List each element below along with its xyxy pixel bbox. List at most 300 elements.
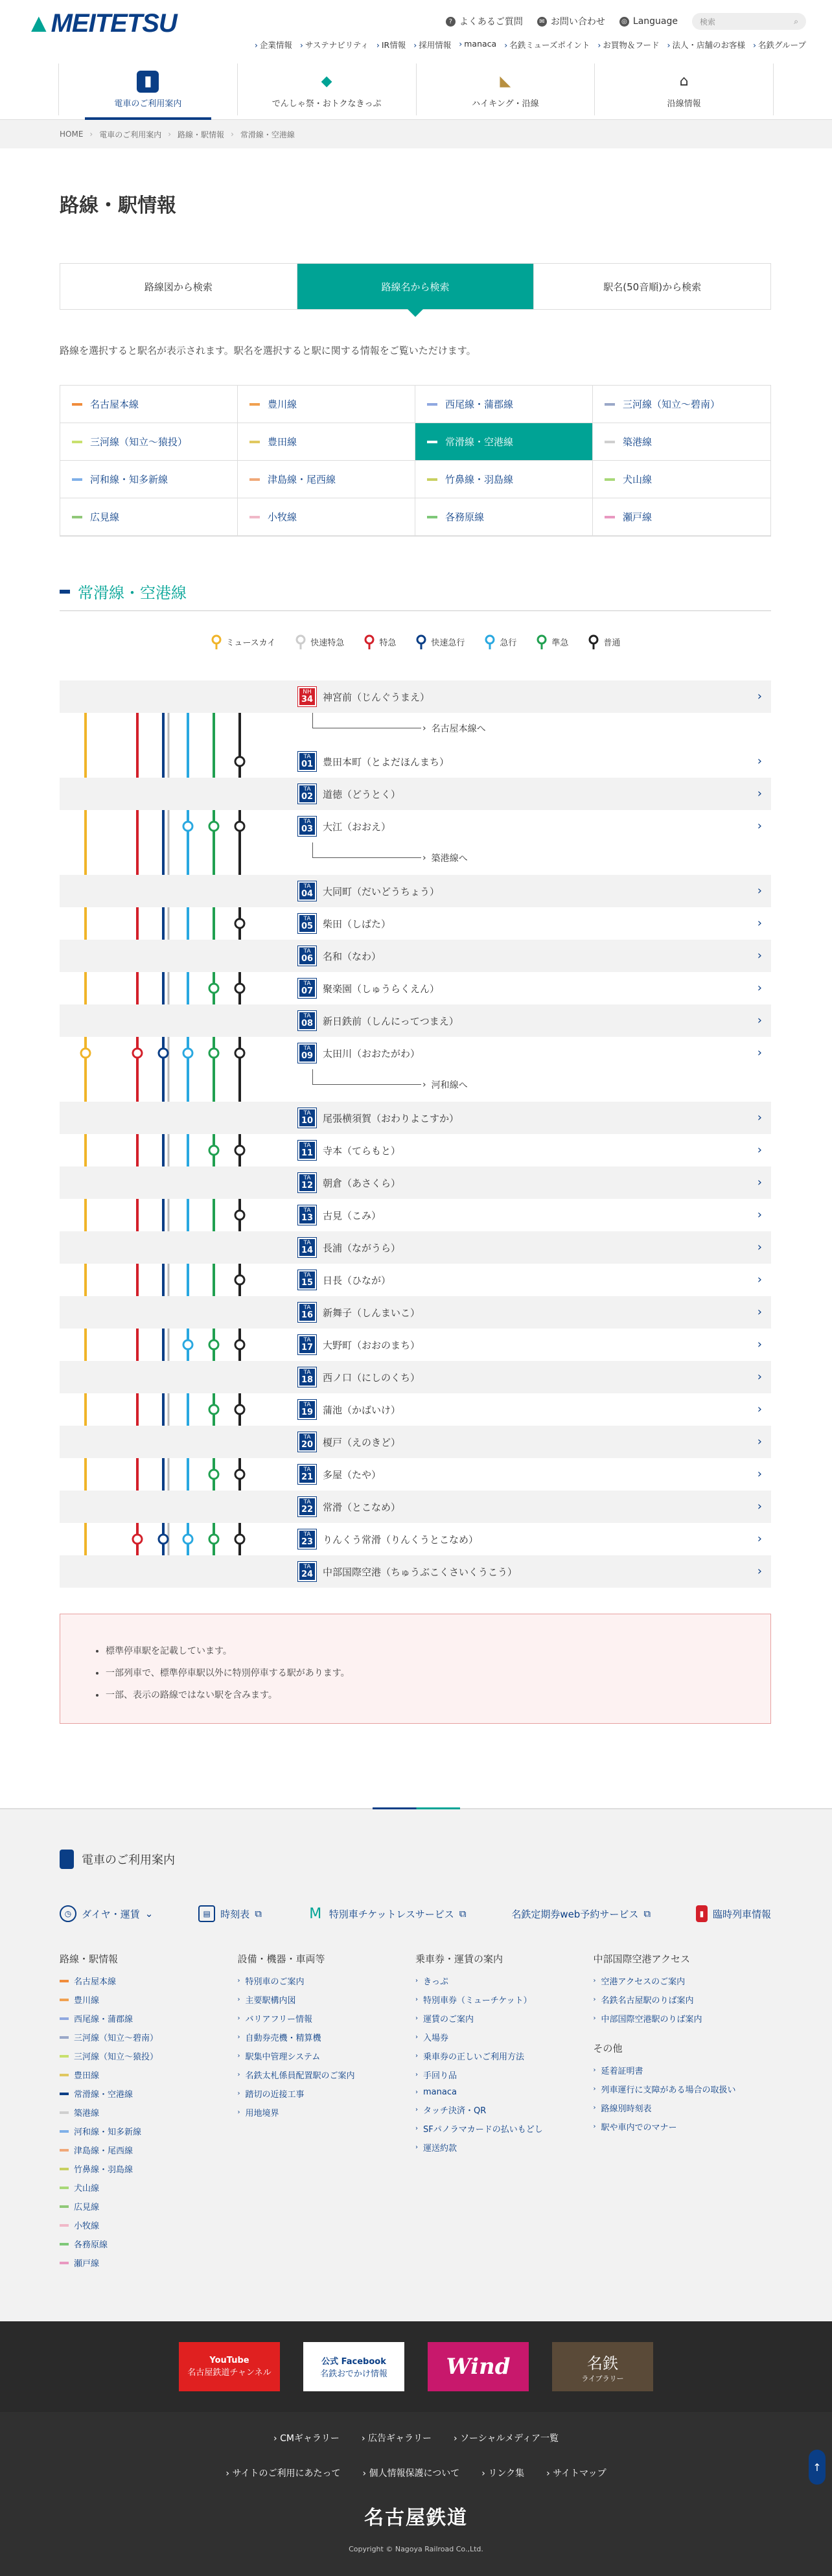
line-item[interactable]: [238, 461, 415, 498]
station-row[interactable]: [60, 1329, 771, 1361]
station-line-code: TA: [303, 786, 311, 793]
tab-line-name[interactable]: 路線名から検索: [297, 264, 535, 309]
search-icon[interactable]: ⌕: [794, 16, 798, 26]
station-label: [298, 972, 439, 1004]
footer-link[interactable]: [594, 2012, 772, 2025]
footer-col-airport: [594, 1952, 772, 2275]
legend-label: 急行: [500, 638, 517, 648]
line-name: 河和線・知多新線: [90, 474, 168, 485]
chevron-right-icon: ›: [237, 2034, 240, 2041]
footer-quick-links: [60, 1905, 771, 1922]
station-name: りんくう常滑（りんくうとこなめ）: [323, 1533, 479, 1546]
line-name: 犬山線: [623, 474, 653, 485]
line-color-swatch: [605, 478, 615, 481]
chevron-right-icon[interactable]: ›: [757, 1143, 762, 1157]
station-row[interactable]: [60, 1037, 771, 1069]
quick-ticketless[interactable]: M 特別車チケットレスサービス ⧉: [307, 1905, 467, 1922]
line-color-swatch: [60, 2262, 69, 2264]
footer-link[interactable]: [415, 1975, 594, 1987]
globe-icon: ◎: [619, 17, 629, 27]
footer-col-title: 乗車券・運賃の案内: [415, 1953, 503, 1965]
chevron-right-icon[interactable]: ›: [757, 1014, 762, 1027]
station-name: 蒲池（かばいけ）: [323, 1404, 401, 1416]
gnav-link[interactable]: [376, 39, 406, 51]
footer-link[interactable]: [60, 1975, 238, 1987]
footer-link-label: 西尾線・蒲郡線: [74, 2015, 133, 2025]
language-link[interactable]: ◎ Language: [619, 16, 678, 27]
footer-link[interactable]: [415, 2141, 594, 2153]
station-row[interactable]: [60, 1523, 771, 1555]
chevron-right-icon: ›: [299, 40, 303, 50]
footer-link[interactable]: [594, 2083, 772, 2095]
line-item[interactable]: [593, 386, 770, 423]
chevron-right-icon: ›: [413, 40, 417, 50]
station-row[interactable]: [60, 680, 771, 713]
station-line-code: TA: [303, 1531, 311, 1538]
tab-map[interactable]: 路線図から検索: [60, 264, 297, 309]
station-row[interactable]: [60, 1458, 771, 1491]
chevron-right-icon: ›: [237, 1977, 240, 1984]
line-color-swatch: [60, 2036, 69, 2039]
breadcrumb-train[interactable]: 電車のご利用案内: [99, 130, 162, 139]
transfer-row[interactable]: [60, 1069, 771, 1102]
station-row[interactable]: [60, 1296, 771, 1329]
footer-link-label: 名古屋本線: [74, 1977, 117, 1987]
chevron-right-icon[interactable]: ›: [757, 1046, 762, 1060]
station-label: [298, 1199, 381, 1231]
station-label: [298, 907, 391, 940]
stop-pin-icon: [588, 634, 599, 649]
train-icon: ▮: [137, 71, 159, 93]
station-number: 01: [301, 760, 314, 769]
station-line-code: TA: [303, 1175, 311, 1181]
station-row[interactable]: [60, 1199, 771, 1231]
quick-timetable[interactable]: ▤ 時刻表 ⧉: [198, 1905, 262, 1922]
footer-link-label: 豊田線: [74, 2071, 100, 2081]
footer-link[interactable]: [238, 1975, 416, 1987]
chevron-right-icon[interactable]: ›: [757, 916, 762, 930]
station-number-badge: [298, 914, 316, 933]
line-color-swatch: [72, 516, 82, 518]
sub-footer-label: 個人情報保護について: [369, 2468, 460, 2479]
chevron-right-icon[interactable]: ›: [757, 819, 762, 833]
site-header: [0, 0, 832, 120]
chevron-right-icon[interactable]: ›: [757, 1111, 762, 1124]
station-row[interactable]: [60, 1426, 771, 1458]
breadcrumb-home[interactable]: HOME: [60, 130, 84, 139]
chevron-right-icon: ›: [415, 2144, 418, 2151]
chevron-right-icon: ›: [593, 2015, 596, 2022]
library-banner[interactable]: 名鉄 ライブラリー: [552, 2342, 653, 2391]
footer-link[interactable]: [60, 2125, 238, 2137]
transfer-label: 築港線へ: [431, 853, 468, 864]
station-name: 古見（こみ）: [323, 1209, 382, 1222]
footer-link[interactable]: [238, 2106, 416, 2118]
gnav-link[interactable]: [255, 39, 292, 51]
station-row[interactable]: [60, 778, 771, 810]
site-logo[interactable]: ▲MEITETSU: [26, 9, 177, 38]
chevron-right-icon: ›: [752, 40, 756, 50]
station-row[interactable]: [60, 940, 771, 972]
station-number: 15: [301, 1278, 314, 1288]
station-number: 06: [301, 954, 314, 964]
footer-link[interactable]: [60, 1993, 238, 2006]
legend-item: [588, 634, 620, 649]
chevron-right-icon: ›: [422, 723, 426, 734]
footer-link[interactable]: [238, 2087, 416, 2100]
footer-link[interactable]: [594, 1993, 772, 2006]
legend-label: 準急: [551, 638, 569, 648]
line-item[interactable]: [238, 498, 415, 536]
wind-banner[interactable]: Wind: [428, 2342, 529, 2391]
station-row[interactable]: [60, 1555, 771, 1588]
footer-link-label: 常滑線・空港線: [74, 2090, 133, 2100]
chevron-right-icon[interactable]: ›: [757, 1564, 762, 1578]
footer-link-label: 運送約款: [423, 2144, 457, 2153]
gnav-link[interactable]: [504, 39, 590, 51]
footer-link[interactable]: [415, 2087, 594, 2097]
station-label: [298, 875, 439, 907]
footer-link-label: 乗車券の正しいご利用方法: [423, 2052, 525, 2062]
footer-link[interactable]: [60, 2087, 238, 2100]
station-line-code: TA: [303, 1207, 311, 1214]
station-row[interactable]: [60, 875, 771, 907]
chevron-right-icon[interactable]: ›: [757, 1435, 762, 1448]
station-line-code: TA: [303, 754, 311, 760]
station-row[interactable]: [60, 1393, 771, 1426]
mainnav-area[interactable]: ⌂ 沿線情報: [594, 64, 774, 115]
station-row[interactable]: [60, 1102, 771, 1134]
mainnav-tickets[interactable]: ◆ でんしゃ祭・おトクなきっぷ: [237, 64, 416, 115]
line-item[interactable]: [415, 423, 593, 461]
chevron-right-icon[interactable]: ›: [757, 1273, 762, 1286]
station-label: [298, 1134, 400, 1166]
footer-link[interactable]: [415, 2122, 594, 2135]
station-number-badge: [298, 1432, 316, 1452]
chevron-right-icon[interactable]: ›: [757, 1467, 762, 1481]
line-name: 各務原線: [445, 511, 485, 523]
line-color-swatch: [427, 478, 437, 481]
gnav-label: 採用情報: [419, 40, 452, 50]
station-name: 朝倉（あさくら）: [323, 1177, 401, 1189]
line-item[interactable]: [238, 423, 415, 461]
line-color-swatch: [605, 516, 615, 518]
station-number-badge: [298, 752, 316, 771]
chevron-right-icon[interactable]: ›: [757, 1176, 762, 1189]
footer-link[interactable]: [60, 2257, 238, 2269]
station-row[interactable]: [60, 1264, 771, 1296]
sub-footer-link[interactable]: › ソーシャルメディア一覧: [454, 2433, 559, 2444]
footer-link[interactable]: [60, 2031, 238, 2043]
station-number: 17: [301, 1343, 314, 1352]
station-number: 05: [301, 922, 314, 931]
line-item[interactable]: [415, 386, 593, 423]
station-name: 太田川（おおたがわ）: [323, 1047, 421, 1060]
note-item: • 一部列車で、標準停車駅以外に特別停車する駅があります。: [106, 1666, 738, 1679]
station-name: 聚楽園（しゅうらくえん）: [323, 982, 440, 995]
stop-pin-icon: [536, 634, 548, 649]
quick-special-train[interactable]: ▮ 臨時列車情報: [696, 1905, 771, 1922]
line-item[interactable]: [593, 461, 770, 498]
line-grid: [60, 385, 771, 537]
sub-footer-link[interactable]: › 広告ギャラリー: [361, 2433, 432, 2444]
footer-link[interactable]: [60, 2238, 238, 2250]
sub-footer-link[interactable]: › 個人情報保護について: [362, 2468, 460, 2479]
footer-link-label: 特別車券（ミューチケット）: [423, 1996, 532, 2006]
train-type-legend: [60, 634, 771, 649]
chevron-right-icon[interactable]: ›: [757, 1500, 762, 1513]
castle-icon: ⌂: [679, 73, 689, 89]
footer-link-label: きっぷ: [423, 1977, 449, 1987]
chevron-right-icon[interactable]: ›: [757, 949, 762, 962]
station-line-code: TA: [303, 1045, 311, 1052]
legend-item: [211, 634, 276, 649]
station-row[interactable]: [60, 1361, 771, 1393]
station-name: 柴田（しばた）: [323, 918, 391, 930]
station-label: [298, 1523, 478, 1555]
line-color-swatch: [60, 1980, 69, 1982]
station-number-badge: [298, 1141, 316, 1160]
sub-footer-label: CMギャラリー: [280, 2433, 340, 2444]
transfer-link[interactable]: [422, 1077, 468, 1093]
stop-pin-icon: [364, 634, 375, 649]
station-line-code: TA: [303, 981, 311, 987]
station-label: [298, 810, 391, 842]
station-label: [298, 680, 430, 713]
station-label: [298, 1037, 420, 1069]
line-item[interactable]: [415, 498, 593, 536]
station-label: [298, 1555, 517, 1588]
stop-pin-icon: [211, 634, 222, 649]
footer-link[interactable]: [594, 2064, 772, 2076]
sub-footer-link[interactable]: › CMギャラリー: [273, 2433, 340, 2444]
chevron-right-icon[interactable]: ›: [757, 1208, 762, 1222]
legend-label: 快速特急: [310, 638, 345, 648]
footer-link[interactable]: [60, 2219, 238, 2231]
chevron-right-icon[interactable]: ›: [757, 690, 762, 703]
station-row[interactable]: [60, 1231, 771, 1264]
station-name: 名和（なわ）: [323, 950, 382, 962]
footer-link[interactable]: [238, 2031, 416, 2043]
gnav-link[interactable]: [413, 39, 451, 51]
footer-link-label: 犬山線: [74, 2184, 100, 2194]
sub-footer: [0, 2412, 832, 2576]
line-color-swatch: [60, 2093, 69, 2095]
footer-heading: 電車のご利用案内: [60, 1850, 175, 1869]
station-row[interactable]: [60, 1491, 771, 1523]
chevron-right-icon[interactable]: ›: [757, 1338, 762, 1351]
facebook-banner[interactable]: 公式 Facebook 名鉄おでかけ情報: [303, 2342, 404, 2391]
footer-link[interactable]: [594, 2102, 772, 2114]
chevron-right-icon[interactable]: ›: [757, 1370, 762, 1384]
station-number: 09: [301, 1051, 314, 1061]
station-name: 豊田本町（とよだほんまち）: [323, 756, 450, 768]
line-item[interactable]: [60, 386, 238, 423]
sub-footer-label: ソーシャルメディア一覧: [460, 2433, 559, 2444]
transfer-row[interactable]: [60, 713, 771, 745]
chevron-right-icon[interactable]: ›: [757, 884, 762, 898]
gnav-label: 名鉄ミューズポイント: [509, 40, 590, 50]
station-name: 大同町（だいどうちょう）: [323, 885, 440, 898]
gnav-link[interactable]: [597, 39, 659, 51]
chevron-right-icon: ›: [415, 2015, 418, 2022]
line-name: 常滑線・空港線: [445, 436, 514, 448]
footer-link[interactable]: [60, 2012, 238, 2025]
line-item[interactable]: [60, 423, 238, 461]
chevron-right-icon[interactable]: ›: [757, 1402, 762, 1416]
faq-link[interactable]: ? よくあるご質問: [446, 15, 523, 28]
station-name: 大江（おおえ）: [323, 820, 391, 833]
station-label: [298, 1264, 391, 1296]
line-color-swatch: [427, 441, 437, 443]
footer-col-tickets: [415, 1952, 594, 2275]
chevron-right-icon[interactable]: ›: [757, 1305, 762, 1319]
chevron-right-icon: ›: [237, 2052, 240, 2060]
station-row[interactable]: [60, 1166, 771, 1199]
line-color-swatch: [427, 403, 437, 406]
line-item[interactable]: [415, 461, 593, 498]
line-color-swatch: [60, 2168, 69, 2170]
footer-link[interactable]: [415, 2104, 594, 2116]
transfer-link[interactable]: [422, 721, 486, 736]
chevron-right-icon[interactable]: ›: [757, 754, 762, 768]
chevron-down-icon: ⌄: [144, 1908, 154, 1920]
footer-link[interactable]: [415, 2012, 594, 2025]
sub-footer-link[interactable]: › リンク集: [481, 2468, 525, 2479]
station-name: 道徳（どうとく）: [323, 788, 401, 800]
footer-link[interactable]: [60, 2200, 238, 2212]
chevron-right-icon: ›: [593, 2123, 596, 2130]
chevron-right-icon[interactable]: ›: [757, 1240, 762, 1254]
station-number-badge: [298, 1173, 316, 1192]
chevron-right-icon: ›: [667, 40, 671, 50]
line-name: 三河線（知立〜碧南）: [623, 399, 721, 410]
gnav-link[interactable]: [753, 39, 806, 51]
station-number: 16: [301, 1310, 314, 1320]
station-row[interactable]: [60, 1134, 771, 1166]
footer-link[interactable]: [415, 2031, 594, 2043]
line-item[interactable]: [593, 423, 770, 461]
footer-link[interactable]: [60, 2163, 238, 2175]
chevron-right-icon[interactable]: ›: [757, 787, 762, 800]
back-to-top-button[interactable]: [809, 2450, 826, 2485]
station-row[interactable]: [60, 907, 771, 940]
chevron-right-icon: ›: [415, 2089, 418, 2096]
station-line-code: TA: [303, 1305, 311, 1311]
mainnav-train[interactable]: ▮ 電車のご利用案内: [58, 64, 237, 115]
station-number-badge: [298, 817, 316, 836]
quick-timetable-fare[interactable]: ◷ ダイヤ・運賃 ⌄: [60, 1905, 153, 1922]
station-label: [298, 1329, 420, 1361]
page-title: 路線・駅情報: [60, 194, 176, 217]
line-item[interactable]: [238, 386, 415, 423]
footer-link[interactable]: [415, 2069, 594, 2081]
chevron-right-icon: ›: [593, 2085, 596, 2093]
footer-link-label: 三河線（知立〜碧南）: [74, 2034, 159, 2043]
search-input[interactable]: 検索 ⌕: [692, 13, 806, 30]
chevron-right-icon: ›: [415, 2034, 418, 2041]
line-color-swatch: [249, 403, 260, 406]
quick-pass[interactable]: 名鉄定期券web予約サービス ⧉: [511, 1908, 651, 1920]
footer-col-facilities: [238, 1952, 416, 2275]
footer-link-label: 運賃のご案内: [423, 2015, 474, 2025]
transfer-link[interactable]: [422, 850, 468, 866]
chevron-right-icon: ›: [237, 2109, 240, 2116]
footer-link-label: manaca: [423, 2087, 457, 2097]
footer-link-label: 列車運行に支障がある場合の取扱い: [601, 2085, 736, 2095]
gnav-link[interactable]: [667, 39, 745, 51]
footer-link-label: 手回り品: [423, 2071, 457, 2081]
footer-link[interactable]: [60, 2069, 238, 2081]
station-row[interactable]: [60, 1004, 771, 1037]
transfer-row[interactable]: [60, 842, 771, 875]
legend-item: [536, 634, 568, 649]
footer-link[interactable]: [594, 1975, 772, 1987]
station-row[interactable]: [60, 810, 771, 842]
line-color-swatch: [605, 441, 615, 443]
footer-link[interactable]: [60, 2144, 238, 2156]
station-name: 大野町（おおのまち）: [323, 1339, 421, 1351]
line-item[interactable]: [593, 498, 770, 536]
station-row[interactable]: [60, 972, 771, 1004]
sub-footer-link[interactable]: › サイトのご利用にあたって: [225, 2468, 341, 2479]
youtube-banner[interactable]: YouTube 名古屋鉄道チャンネル: [179, 2342, 280, 2391]
station-row[interactable]: [60, 745, 771, 778]
footer-link[interactable]: [238, 2050, 416, 2062]
sub-footer-link[interactable]: › サイトマップ: [546, 2468, 607, 2479]
footer-col-title: 路線・駅情報: [60, 1953, 119, 1965]
stop-pin-icon: [415, 634, 427, 649]
footer-link-label: 小牧線: [74, 2222, 100, 2231]
footer-link[interactable]: [60, 2181, 238, 2194]
line-color-swatch: [60, 2111, 69, 2114]
footer-link[interactable]: [594, 2120, 772, 2133]
line-item[interactable]: [60, 498, 238, 536]
footer-link[interactable]: [60, 2106, 238, 2118]
sub-footer-links-1: [0, 2431, 832, 2444]
mu-icon: M: [309, 1905, 322, 1922]
chevron-right-icon[interactable]: ›: [757, 981, 762, 995]
station-number-badge: [298, 1465, 316, 1484]
station-number-badge: [298, 946, 316, 966]
station-line-code: TA: [303, 916, 311, 922]
legend-label: 普通: [603, 638, 621, 648]
gnav-link[interactable]: [459, 39, 496, 51]
chevron-right-icon[interactable]: ›: [757, 1532, 762, 1546]
mainnav-hiking[interactable]: ◣ ハイキング・沿線: [416, 64, 595, 115]
tab-station-name[interactable]: 駅名(50音順)から検索: [603, 281, 702, 293]
footer-link[interactable]: [238, 2069, 416, 2081]
footer-link-label: 駅や車内でのマナー: [601, 2123, 677, 2133]
contact-link[interactable]: ✉ お問い合わせ: [537, 15, 605, 28]
footer-col-title: その他: [593, 2043, 623, 2054]
station-line-code: TA: [303, 1337, 311, 1343]
search-tabs: [60, 263, 771, 310]
footer-link[interactable]: [238, 1993, 416, 2006]
footer-link[interactable]: [60, 2050, 238, 2062]
line-item[interactable]: [60, 461, 238, 498]
breadcrumb-lines[interactable]: 路線・駅情報: [178, 130, 225, 139]
legend-item: [295, 634, 344, 649]
line-color-swatch: [60, 2055, 69, 2058]
chevron-right-icon: ›: [593, 2104, 596, 2111]
footer-link[interactable]: [415, 2050, 594, 2062]
gnav-link[interactable]: [300, 39, 369, 51]
footer-link[interactable]: [415, 1993, 594, 2006]
heading-bar: [60, 590, 70, 594]
chevron-right-icon: ›: [597, 40, 601, 50]
footer-link[interactable]: [238, 2012, 416, 2025]
